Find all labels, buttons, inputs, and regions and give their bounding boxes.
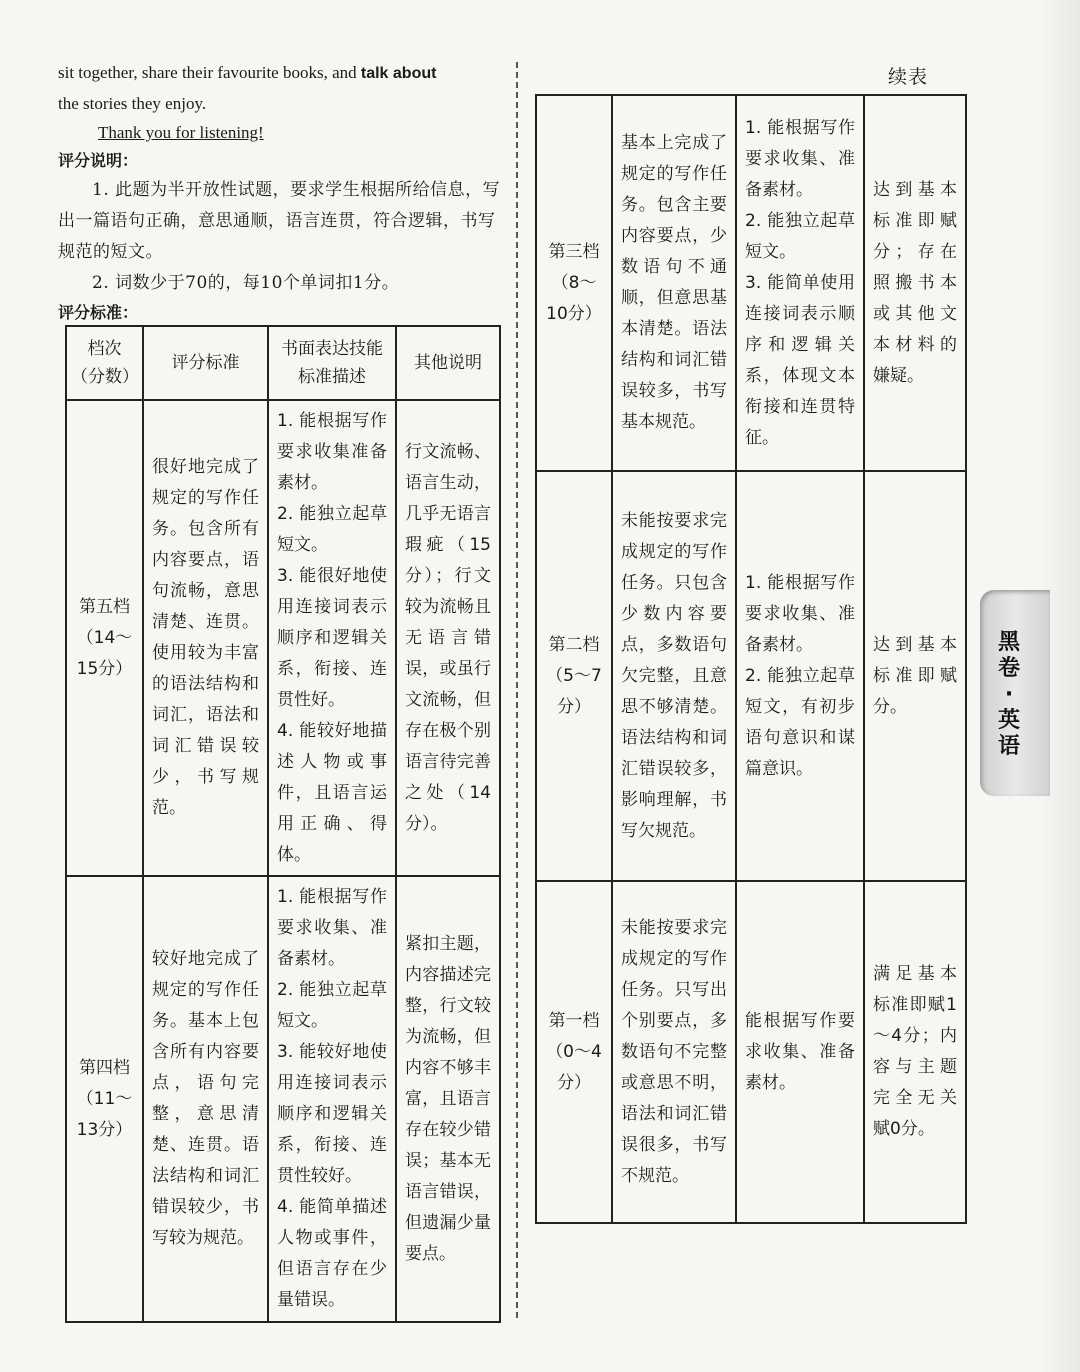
level-score: （11～13分） — [76, 1088, 133, 1140]
level-cell — [536, 471, 612, 881]
skills-cell — [736, 881, 864, 1223]
skills-cell — [268, 876, 396, 1322]
criteria-cell: 很好地完成了规定的写作任务。包含所有内容要点，语句流畅，意思清楚、连贯。使用较为丰富的语法结构和词汇，语法和词汇错误较少，书写规范。 — [143, 400, 268, 876]
level-score: （5～7分） — [546, 665, 602, 717]
column-divider — [516, 62, 518, 1318]
criteria-cell: 未能按要求完成规定的写作任务。只写出个别要点，多数语句不完整或意思不明，语法和词汇错误很多，书写不规范。 — [612, 881, 736, 1223]
header-skills: 书面表达技能标准描述 — [268, 326, 396, 400]
level-score: （14～15分） — [76, 627, 133, 679]
other-cell: 紧扣主题，内容描述完整，行文较为流畅，但内容不够丰富，且语言存在较少错误；基本无语言错误，但遗漏少量要点。 — [396, 876, 500, 1322]
level-cell — [536, 95, 612, 471]
essay-line2: the stories they enjoy. — [58, 94, 207, 113]
table-row — [536, 471, 966, 881]
skill-item: 1. 能根据写作要求收集准备素材。 — [277, 410, 387, 493]
table-row — [536, 881, 966, 1223]
skill-item: 能根据写作要求收集、准备素材。 — [745, 1010, 855, 1093]
level-name: 第四档 — [79, 1057, 130, 1078]
skill-item: 3. 能简单使用连接词表示顺序和逻辑关系，体现文本衔接和连贯特征。 — [745, 272, 855, 448]
thanks-line: Thank you for listening! — [98, 123, 264, 142]
level-name: 第五档 — [79, 596, 130, 617]
criteria-heading: 评分标准： — [58, 303, 139, 322]
side-tab — [980, 590, 1050, 796]
skill-item: 1. 能根据写作要求收集、准备素材。 — [745, 117, 855, 200]
essay-line1: sit together, share their favourite books, and — [58, 63, 361, 82]
level-cell — [66, 876, 143, 1322]
skills-cell — [268, 400, 396, 876]
table-row — [536, 95, 966, 471]
continued-label: 续表 — [888, 66, 929, 88]
header-level: 档次（分数） — [66, 326, 143, 400]
skill-item: 1. 能根据写作要求收集、准备素材。 — [745, 572, 855, 655]
level-name: 第二档 — [548, 634, 600, 655]
grading-table-left — [65, 325, 501, 1323]
skill-item: 3. 能很好地使用连接词表示顺序和逻辑关系，衔接、连贯性好。 — [277, 565, 387, 710]
scoring-note-1: 1. 此题为半开放性试题，要求学生根据所给信息，写出一篇语句正确，意思通顺，语言连贯，符合逻辑，书写规范的短文。 — [58, 180, 501, 262]
skill-item: 1. 能根据写作要求收集、准备素材。 — [277, 887, 387, 969]
skill-item: 2. 能独立起草短文。 — [745, 210, 855, 262]
table-header-row — [66, 326, 500, 400]
other-cell: 达到基本标准即赋分。 — [864, 471, 966, 881]
level-score: （8～10分） — [546, 272, 602, 324]
skill-item: 2. 能独立起草短文。 — [277, 980, 387, 1031]
skill-item: 4. 能简单描述人物或事件，但语言存在少量错误。 — [277, 1197, 387, 1310]
skill-item: 2. 能独立起草短文，有初步语句意识和谋篇意识。 — [745, 665, 855, 779]
skill-item: 2. 能独立起草短文。 — [277, 503, 387, 555]
scoring-note-2: 2. 词数少于70的，每10个单词扣1分。 — [92, 273, 400, 293]
side-tab-label: 黑卷·英语 — [997, 630, 1020, 759]
other-cell: 达到基本标准即赋分；存在照搬书本或其他文本材料的嫌疑。 — [864, 95, 966, 471]
other-cell: 行文流畅、语言生动，几乎无语言瑕疵（15分）；行文较为流畅且无语言错误，或虽行文流畅，但存在极个别语言待完善之处（14分）。 — [396, 400, 500, 876]
table-row — [66, 400, 500, 876]
criteria-cell: 基本上完成了规定的写作任务。包含主要内容要点，少数语句不通顺，但意思基本清楚。语法结构和词汇错误较多，书写基本规范。 — [612, 95, 736, 471]
skills-cell — [736, 95, 864, 471]
skill-item: 3. 能较好地使用连接词表示顺序和逻辑关系，衔接、连贯性较好。 — [277, 1042, 387, 1186]
level-cell — [536, 881, 612, 1223]
essay-bold-phrase: talk about — [360, 65, 437, 82]
level-name: 第三档 — [548, 241, 600, 262]
level-cell — [66, 400, 143, 876]
skills-cell — [736, 471, 864, 881]
skill-item: 4. 能较好地描述人物或事件，且语言运用正确、得体。 — [277, 720, 387, 865]
essay-ending — [58, 58, 502, 119]
other-cell: 满足基本标准即赋1～4分；内容与主题完全无关赋0分。 — [864, 881, 966, 1223]
left-column — [58, 58, 502, 327]
header-criteria: 评分标准 — [143, 326, 268, 400]
criteria-cell: 较好地完成了规定的写作任务。基本上包含所有内容要点，语句完整，意思清楚、连贯。语法结构和词汇错误较少，书写较为规范。 — [143, 876, 268, 1322]
header-other: 其他说明 — [396, 326, 500, 400]
table-row — [66, 876, 500, 1322]
level-score: （0～4分） — [546, 1041, 602, 1093]
criteria-cell: 未能按要求完成规定的写作任务。只包含少数内容要点，多数语句欠完整，且意思不够清楚。语法结构和词汇错误较多，影响理解，书写欠规范。 — [612, 471, 736, 881]
level-name: 第一档 — [548, 1010, 600, 1031]
grading-table-right — [535, 94, 967, 1224]
scoring-notes-heading: 评分说明： — [58, 151, 139, 170]
